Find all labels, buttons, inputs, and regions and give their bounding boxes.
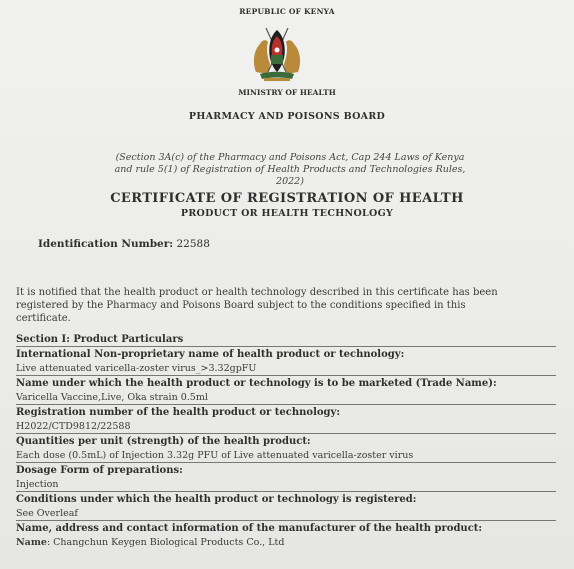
dosage-form-value: Injection	[16, 479, 59, 490]
notice-line-2: registered by the Pharmacy and Poisons Board subject to the conditions specified in this	[16, 300, 466, 311]
notice-line-1: It is notified that the health product or health technology described in this certificate has been	[16, 287, 498, 298]
legal-reference	[80, 152, 500, 188]
inn-value: Live attenuated varicella-zoster virus_>3.32gpFU	[16, 363, 257, 374]
identification-value: 22588	[176, 238, 210, 250]
trade-name-value: Varicella Vaccine,Live, Oka strain 0.5ml	[16, 392, 208, 403]
conditions-value: See Overleaf	[16, 508, 78, 519]
registration-number-value: H2022/CTD9812/22588	[16, 421, 131, 432]
conditions-label: Conditions under which the health product or technology is registered:	[16, 491, 556, 507]
legal-reference-line-2: and rule 5(1) of Registration of Health Products and Technologies Rules,	[114, 164, 466, 175]
notice-line-3: certificate.	[16, 313, 71, 324]
identification-number	[38, 238, 210, 250]
strength-label: Quantities per unit (strength) of the health product:	[16, 433, 556, 449]
section-title: Section I: Product Particulars	[16, 334, 184, 345]
republic-heading: REPUBLIC OF KENYA	[239, 7, 335, 16]
certificate-title: CERTIFICATE OF REGISTRATION OF HEALTH	[110, 191, 464, 206]
registration-number-label: Registration number of the health product or technology:	[16, 404, 556, 420]
inn-label: International Non-proprietary name of health product or technology:	[16, 346, 556, 362]
identification-label: Identification Number:	[38, 238, 174, 250]
manufacturer-label: Name, address and contact information of the manufacturer of the health product:	[16, 520, 556, 536]
product-particulars	[16, 333, 556, 549]
manufacturer-value	[16, 536, 556, 549]
legal-reference-line-1: (Section 3A(c) of the Pharmacy and Poisons Act, Cap 244 Laws of Kenya	[115, 152, 465, 163]
board-heading: PHARMACY AND POISONS BOARD	[188, 111, 386, 122]
manufacturer-name: : Changchun Keygen Biological Products Co., Ltd	[46, 537, 285, 548]
dosage-form-label: Dosage Form of preparations:	[16, 462, 556, 478]
ministry-heading: MINISTRY OF HEALTH	[238, 88, 336, 97]
coat-of-arms-icon	[246, 22, 308, 84]
manufacturer-name-label: Name	[16, 537, 47, 548]
trade-name-label: Name under which the health product or technology is to be marketed (Trade Name):	[16, 375, 556, 391]
legal-reference-line-3: 2022)	[276, 176, 304, 187]
certificate-subtitle: PRODUCT OR HEALTH TECHNOLOGY	[180, 208, 394, 219]
registration-notice	[16, 286, 546, 325]
strength-value: Each dose (0.5mL) of Injection 3.32g PFU of Live attenuated varicella-zoster virus	[16, 450, 414, 461]
